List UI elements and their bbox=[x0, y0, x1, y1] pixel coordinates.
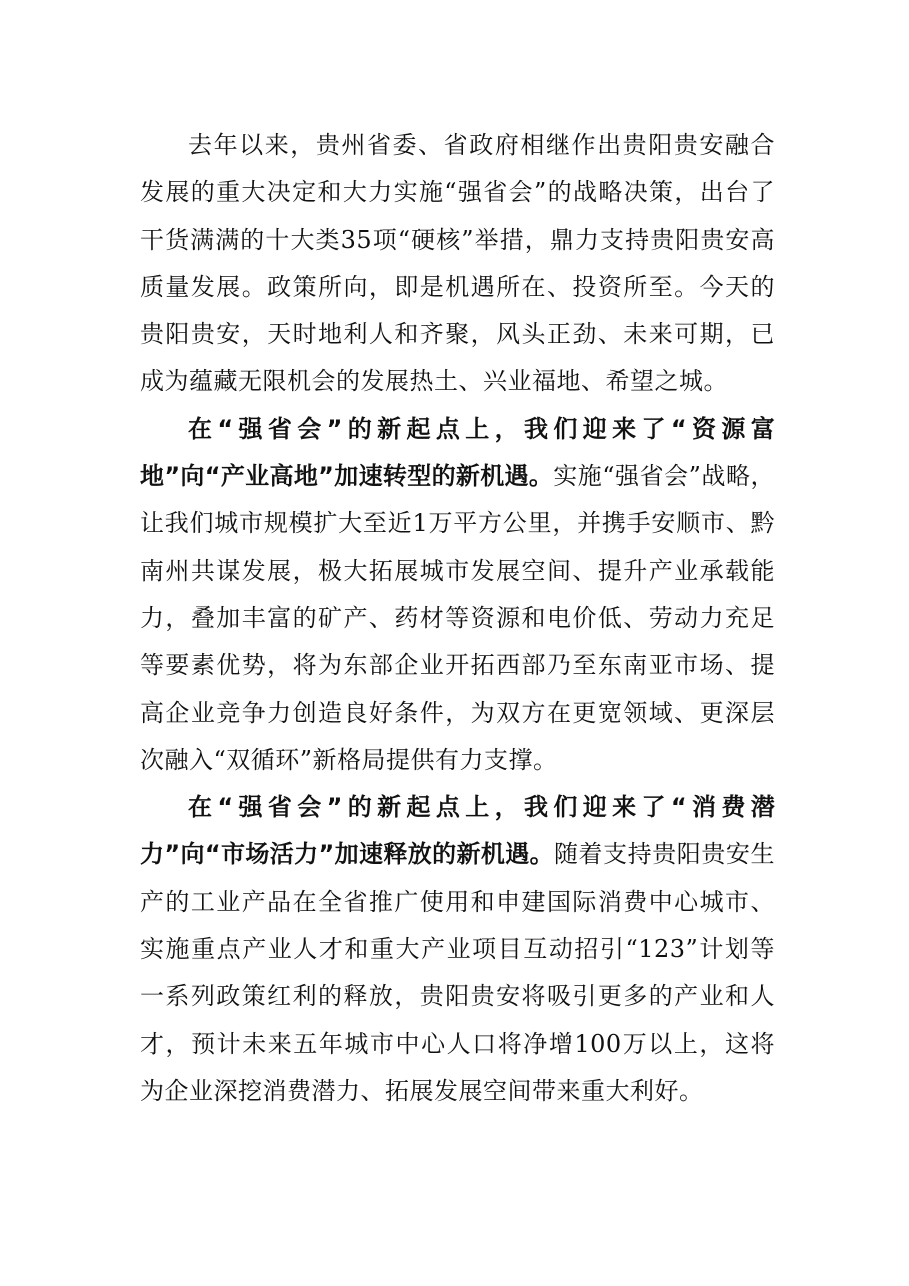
paragraph-3 bbox=[140, 784, 775, 1115]
paragraph-3-body: 随着支持贵阳贵安生产的工业产品在全省推广使用和申建国际消费中心城市、实施重点产业人才和重大产业项目互动招引“123”计划等一系列政策红利的释放，贵阳贵安将吸引更多的产业和人才，预计未来五年城市中心人口将净增100万以上，这将为企业深挖消费潜力、拓展发展空间带来重大利好。 bbox=[140, 840, 775, 1105]
paragraph-3-lead: 在“强省会”的新起点上，我们迎来了“消费潜力”向“市场活力”加速释放的新机遇。 bbox=[140, 793, 775, 869]
paragraph-2-body: 实施“强省会”战略，让我们城市规模扩大至近1万平方公里，并携手安顺市、黔南州共谋发展，极大拓展城市发展空间、提升产业承载能力，叠加丰富的矿产、药材等资源和电价低、劳动力充足等要素优势，将为东部企业开拓西部乃至东南亚市场、提高企业竞争力创造良好条件，为双方在更宽领域、更深层次融入“双循环”新格局提供有力支撑。 bbox=[140, 462, 775, 774]
paragraph-2-lead: 在“强省会”的新起点上，我们迎来了“资源富地”向“产业高地”加速转型的新机遇。 bbox=[140, 414, 775, 491]
document-body bbox=[140, 122, 775, 1115]
paragraph-1 bbox=[140, 122, 775, 406]
paragraph-2 bbox=[140, 406, 775, 784]
paragraph-1-body: 去年以来，贵州省委、省政府相继作出贵阳贵安融合发展的重大决定和大力实施“强省会”的战略决策，出台了干货满满的十大类35项“硬核”举措，鼎力支持贵阳贵安高质量发展。政策所向，即是机遇所在、投资所至。今天的贵阳贵安，天时地利人和齐聚，风头正劲、未来可期，已成为蕴藏无限机会的发展热土、兴业福地、希望之城。 bbox=[140, 131, 775, 396]
